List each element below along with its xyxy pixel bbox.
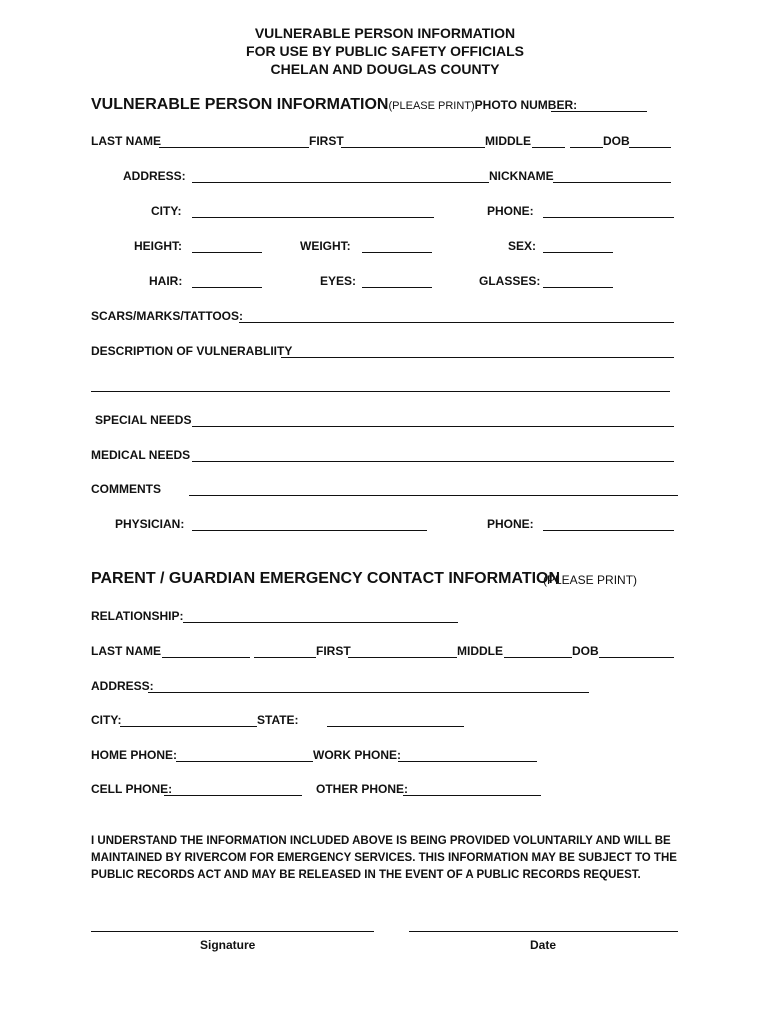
height-field[interactable] — [192, 252, 262, 253]
guardian-state-field[interactable] — [327, 726, 464, 727]
guardian-last-name-field-2[interactable] — [254, 657, 316, 658]
comments-field[interactable] — [189, 495, 678, 496]
middle-name-label: MIDDLE — [485, 134, 531, 148]
section1-please-print: (PLEASE PRINT) — [388, 100, 475, 112]
physician-phone-label: PHONE: — [487, 517, 534, 531]
home-phone-label: HOME PHONE: — [91, 748, 178, 762]
other-phone-label: OTHER PHONE: — [316, 782, 409, 796]
scars-label: SCARS/MARKS/TATTOOS: — [91, 309, 243, 323]
first-name-field[interactable] — [341, 147, 485, 148]
guardian-address-label: ADDRESS: — [91, 679, 154, 693]
date-field[interactable] — [409, 931, 678, 932]
nickname-label: NICKNAME — [489, 169, 554, 183]
physician-phone-field[interactable] — [543, 530, 674, 531]
guardian-city-label: CITY: — [91, 713, 122, 727]
glasses-field[interactable] — [543, 287, 613, 288]
medical-needs-label: MEDICAL NEEDS — [91, 448, 191, 462]
address-label: ADDRESS: — [123, 169, 186, 183]
address-field[interactable] — [192, 182, 489, 183]
date-label: Date — [530, 938, 557, 952]
last-name-field[interactable] — [159, 147, 309, 148]
eyes-field[interactable] — [362, 287, 432, 288]
photo-number-label: PHOTO NUMBER: — [474, 98, 578, 112]
guardian-address-field[interactable] — [148, 692, 589, 693]
guardian-first-label: FIRST — [316, 644, 351, 658]
city-label: CITY: — [151, 204, 182, 218]
section2-please-print: (PLEASE PRINT) — [543, 573, 638, 587]
signature-field[interactable] — [91, 931, 374, 932]
guardian-first-field[interactable] — [348, 657, 457, 658]
middle-name-field[interactable] — [532, 147, 565, 148]
form-title-line3: CHELAN AND DOUGLAS COUNTY — [270, 61, 500, 77]
description-field[interactable] — [281, 357, 674, 358]
eyes-label: EYES: — [320, 274, 357, 288]
city-field[interactable] — [192, 217, 434, 218]
last-name-label: LAST NAME — [91, 134, 161, 148]
guardian-dob-field[interactable] — [599, 657, 674, 658]
nickname-field[interactable] — [553, 182, 671, 183]
description-label: DESCRIPTION OF VULNERABLIITY — [91, 344, 293, 358]
signature-label: Signature — [200, 938, 256, 952]
medical-needs-field[interactable] — [192, 461, 674, 462]
guardian-last-name-field[interactable] — [162, 657, 250, 658]
section1-heading — [91, 96, 577, 114]
weight-field[interactable] — [362, 252, 432, 253]
physician-field[interactable] — [192, 530, 427, 531]
disclaimer-text: I UNDERSTAND THE INFORMATION INCLUDED ABOVE IS BEING PROVIDED VOLUNTARILY AND WILL BE MAINTAINED BY RIVERCOM FOR EMERGENCY SERVICES. THIS INFORMATION MAY BE SUBJECT TO THE PUBLIC RECORDS ACT AND MAY BE RELEASED IN THE EVENT OF A PUBLIC RECORDS REQUEST. — [91, 835, 677, 881]
phone-field[interactable] — [543, 217, 674, 218]
special-needs-label: SPECIAL NEEDS — [95, 413, 192, 427]
form-title-line1: VULNERABLE PERSON INFORMATION — [254, 25, 516, 41]
cell-phone-field[interactable] — [164, 795, 302, 796]
sex-field[interactable] — [543, 252, 613, 253]
guardian-dob-label: DOB — [572, 644, 599, 658]
comments-label: COMMENTS — [91, 482, 161, 496]
hair-label: HAIR: — [149, 274, 183, 288]
home-phone-field[interactable] — [176, 761, 313, 762]
middle-name-field-2[interactable] — [570, 147, 603, 148]
other-phone-field[interactable] — [403, 795, 541, 796]
height-label: HEIGHT: — [134, 239, 182, 253]
form-title-line2: FOR USE BY PUBLIC SAFETY OFFICIALS — [246, 43, 524, 59]
work-phone-field[interactable] — [398, 761, 537, 762]
glasses-label: GLASSES: — [479, 274, 541, 288]
work-phone-label: WORK PHONE: — [313, 748, 401, 762]
photo-number-field[interactable] — [551, 111, 647, 112]
special-needs-field[interactable] — [192, 426, 674, 427]
hair-field[interactable] — [192, 287, 262, 288]
section1-title: VULNERABLE PERSON INFORMATION — [91, 96, 389, 113]
guardian-last-name-label: LAST NAME — [91, 644, 161, 658]
sex-label: SEX: — [508, 239, 537, 253]
guardian-middle-field[interactable] — [504, 657, 572, 658]
cell-phone-label: CELL PHONE: — [91, 782, 173, 796]
phone-label: PHONE: — [487, 204, 534, 218]
physician-label: PHYSICIAN: — [115, 517, 185, 531]
dob-label: DOB — [603, 134, 630, 148]
relationship-field[interactable] — [183, 622, 458, 623]
guardian-middle-label: MIDDLE — [457, 644, 503, 658]
scars-field[interactable] — [239, 322, 674, 323]
guardian-city-field[interactable] — [120, 726, 257, 727]
guardian-state-label: STATE: — [257, 713, 299, 727]
weight-label: WEIGHT: — [300, 239, 351, 253]
first-name-label: FIRST — [309, 134, 344, 148]
section2-title: PARENT / GUARDIAN EMERGENCY CONTACT INFORMATION — [91, 570, 561, 587]
relationship-label: RELATIONSHIP: — [91, 609, 184, 623]
dob-field[interactable] — [629, 147, 671, 148]
description-field-2[interactable] — [91, 391, 670, 392]
